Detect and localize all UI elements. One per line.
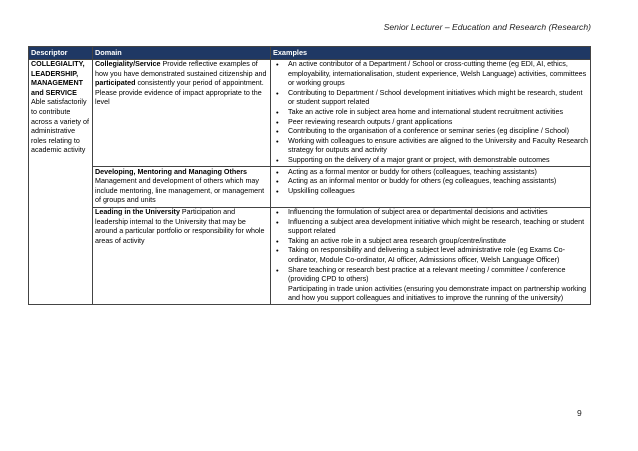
column-header-examples: Examples <box>271 47 591 60</box>
descriptor-title-line: COLLEGIALITY, <box>31 60 85 69</box>
domain-cell <box>93 167 271 207</box>
example-item: • Contributing to Department / School development initiatives which might be research, student or student support related <box>288 89 588 108</box>
example-item: • Working with colleagues to ensure activities are aligned to the University and Faculty Research strategy for outputs and activity <box>288 137 588 156</box>
example-item: • An active contributor of a Department / School or cross-cutting theme (eg EDI, AI, ethics, employability, internationalisation, student experience, Welsh Language) activities, committees or working groups <box>288 60 588 89</box>
examples-cell <box>271 59 591 167</box>
examples-list <box>273 208 588 304</box>
column-header-descriptor: Descriptor <box>29 47 93 60</box>
example-item: • Share teaching or research best practice at a relevant meeting / committee / conference (providing CPD to others) <box>288 266 588 285</box>
domain-title: Developing, Mentoring and Managing Others <box>95 167 247 176</box>
example-item: • Acting as an informal mentor or buddy for others (eg colleagues, teaching assistants) <box>288 177 588 187</box>
examples-list <box>273 168 588 197</box>
criteria-table <box>28 46 591 305</box>
descriptor-body: Able satisfactorily to contribute across a variety of administrative roles relating to academic activity <box>31 98 89 155</box>
descriptor-title-line: MANAGEMENT <box>31 79 83 88</box>
domain-title: Leading in the University <box>95 208 180 216</box>
example-item: • Supporting on the delivery of a major grant or project, with demonstrable outcomes <box>288 156 588 166</box>
example-item: • Taking on responsibility and delivering a subject level administrative role (eg Exams Co-ordinator, Module Co-ordinator, AI officer, Admissions officer, Welsh Language Officer) <box>288 246 588 265</box>
table-row <box>29 167 591 207</box>
column-header-domain: Domain <box>93 47 271 60</box>
domain-text: Provide reflective examples of how you have demonstrated sustained citizenship and <box>95 60 267 78</box>
examples-cell <box>271 167 591 207</box>
descriptor-title-line: and SERVICE <box>31 88 77 97</box>
example-item: • Acting as a formal mentor or buddy for others (colleagues, teaching assistants) <box>288 168 588 178</box>
domain-cell <box>93 59 271 167</box>
table-header-row <box>29 47 591 60</box>
descriptor-cell <box>29 59 93 305</box>
example-item: • Influencing a subject area development initiative which might be research, teaching or student support related <box>288 218 588 237</box>
table-row <box>29 59 591 167</box>
table-row <box>29 207 591 305</box>
descriptor-title-line: LEADERSHIP, <box>31 69 79 78</box>
domain-title: Collegiality/Service <box>95 60 161 69</box>
example-item: • Take an active role in subject area home and international student recruitment activities <box>288 108 588 118</box>
examples-cell <box>271 207 591 305</box>
domain-text-bold: participated <box>95 79 136 88</box>
example-item: • Contributing to the organisation of a conference or seminar series (eg discipline / School) <box>288 127 588 137</box>
example-item: Participating in trade union activities (ensuring you demonstrate impact on partnership working and how you support colleagues and initiatives to improve the running of the university) <box>288 284 587 303</box>
domain-text: Management and development of others which may include mentoring, line management, or management of groups and units <box>95 177 265 205</box>
example-item: • Peer reviewing research outputs / grant applications <box>288 118 588 128</box>
page-number: 9 <box>577 408 582 418</box>
example-item: • Taking an active role in a subject area research group/centre/institute <box>288 237 588 247</box>
page-header: Senior Lecturer – Education and Research (Research) <box>383 22 591 32</box>
domain-cell <box>93 207 271 305</box>
examples-list <box>273 60 588 166</box>
example-item: • Upskilling colleagues <box>288 187 588 197</box>
example-item: • Influencing the formulation of subject area or departmental decisions and activities <box>288 208 588 218</box>
domain-text: consistently your period of appointment. Please provide evidence of impact appropriate to the level <box>95 79 264 107</box>
domain-text: Participation and leadership internal to the University that may be around a particular portfolio or responsibility for whole areas of activity <box>95 208 265 245</box>
